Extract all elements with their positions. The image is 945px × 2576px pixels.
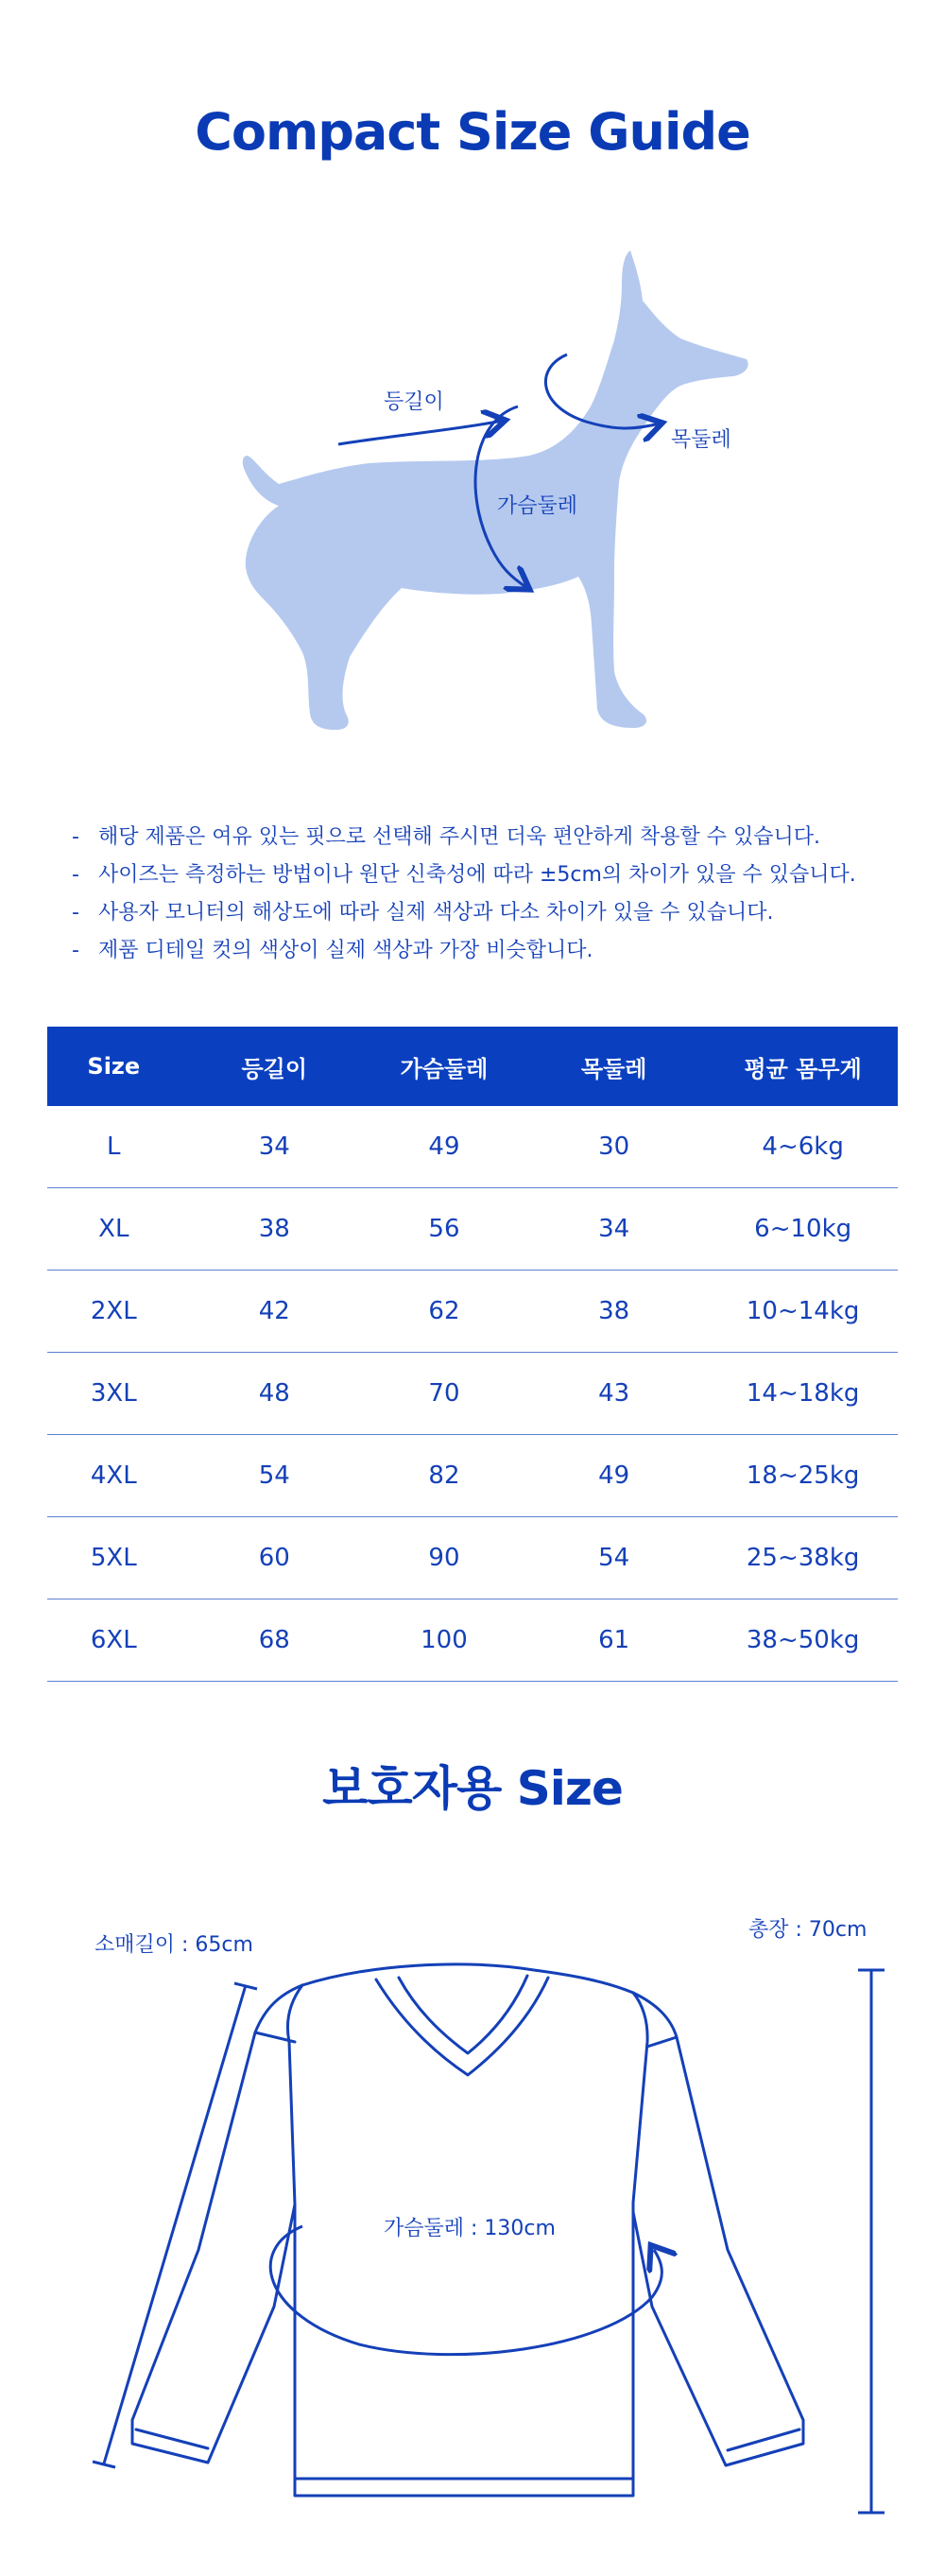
dog-measurement-diagram bbox=[170, 236, 775, 747]
cell-chest: 82 bbox=[369, 1435, 520, 1517]
table-row bbox=[47, 1271, 898, 1353]
cell-back-length: 42 bbox=[180, 1271, 369, 1353]
back-length-arrow bbox=[338, 421, 503, 444]
note-item: - 제품 디테일 컷의 색상이 실제 색상과 가장 비슷합니다. bbox=[72, 939, 593, 962]
chest-circumference-label: 가슴둘레 : 130cm bbox=[384, 2217, 556, 2240]
cell-back-length: 38 bbox=[180, 1188, 369, 1271]
cell-size: 2XL bbox=[47, 1271, 180, 1353]
cell-back-length: 48 bbox=[180, 1353, 369, 1435]
table-row bbox=[47, 1106, 898, 1188]
table-header-row bbox=[47, 1027, 898, 1106]
dog-silhouette bbox=[243, 251, 748, 730]
cell-avg-weight: 38~50kg bbox=[708, 1599, 898, 1682]
cell-avg-weight: 25~38kg bbox=[708, 1517, 898, 1599]
table-row bbox=[47, 1435, 898, 1517]
cell-chest: 90 bbox=[369, 1517, 520, 1599]
sleeve-length-line bbox=[93, 1983, 257, 2467]
cell-neck: 49 bbox=[520, 1435, 708, 1517]
sleeve-length-label: 소매길이 : 65cm bbox=[94, 1933, 253, 1957]
table-row bbox=[47, 1353, 898, 1435]
note-item: - 사이즈는 측정하는 방법이나 원단 신축성에 따라 ±5cm의 차이가 있을 수 있습니다. bbox=[72, 863, 856, 887]
chest-ellipse-arrow bbox=[270, 2226, 662, 2355]
cell-back-length: 60 bbox=[180, 1517, 369, 1599]
cell-size: XL bbox=[47, 1188, 180, 1271]
page-title: Compact Size Guide bbox=[195, 102, 750, 162]
cell-chest: 62 bbox=[369, 1271, 520, 1353]
dog-illustration bbox=[170, 236, 775, 747]
cell-avg-weight: 6~10kg bbox=[708, 1188, 898, 1271]
cell-size: 5XL bbox=[47, 1517, 180, 1599]
cell-neck: 43 bbox=[520, 1353, 708, 1435]
shirt-measurement-diagram bbox=[76, 1891, 907, 2552]
cell-back-length: 54 bbox=[180, 1435, 369, 1517]
neck-label: 목둘레 bbox=[671, 428, 731, 452]
table-row bbox=[47, 1188, 898, 1271]
cell-avg-weight: 14~18kg bbox=[708, 1353, 898, 1435]
note-item: - 해당 제품은 여유 있는 핏으로 선택해 주시면 더욱 편안하게 착용할 수 있습니다. bbox=[72, 825, 820, 849]
cell-avg-weight: 18~25kg bbox=[708, 1435, 898, 1517]
total-length-line bbox=[858, 1970, 885, 2513]
back-length-label: 등길이 bbox=[384, 390, 444, 414]
cell-back-length: 68 bbox=[180, 1599, 369, 1682]
cell-size: 6XL bbox=[47, 1599, 180, 1682]
cell-chest: 100 bbox=[369, 1599, 520, 1682]
cell-avg-weight: 10~14kg bbox=[708, 1271, 898, 1353]
cell-back-length: 34 bbox=[180, 1106, 369, 1188]
cell-neck: 30 bbox=[520, 1106, 708, 1188]
size-table bbox=[47, 1027, 898, 1682]
header-size: Size bbox=[47, 1027, 180, 1106]
note-item: - 사용자 모니터의 해상도에 따라 실제 색상과 다소 차이가 있을 수 있습니다. bbox=[72, 901, 774, 925]
section-title-guardian: 보호자용 Size bbox=[322, 1761, 623, 1816]
cell-avg-weight: 4~6kg bbox=[708, 1106, 898, 1188]
notes-list bbox=[72, 819, 903, 970]
table-row bbox=[47, 1517, 898, 1599]
cell-chest: 56 bbox=[369, 1188, 520, 1271]
cell-neck: 54 bbox=[520, 1517, 708, 1599]
cell-neck: 34 bbox=[520, 1188, 708, 1271]
cell-size: 4XL bbox=[47, 1435, 180, 1517]
chest-label: 가슴둘레 bbox=[497, 494, 578, 518]
header-back-length: 등길이 bbox=[180, 1027, 369, 1106]
cell-chest: 49 bbox=[369, 1106, 520, 1188]
cell-size: L bbox=[47, 1106, 180, 1188]
cell-neck: 61 bbox=[520, 1599, 708, 1682]
cell-size: 3XL bbox=[47, 1353, 180, 1435]
cell-neck: 38 bbox=[520, 1271, 708, 1353]
table-row bbox=[47, 1599, 898, 1682]
cell-chest: 70 bbox=[369, 1353, 520, 1435]
header-neck: 목둘레 bbox=[520, 1027, 708, 1106]
total-length-label: 총장 : 70cm bbox=[748, 1918, 868, 1942]
header-avg-weight: 평균 몸무게 bbox=[708, 1027, 898, 1106]
header-chest: 가슴둘레 bbox=[369, 1027, 520, 1106]
